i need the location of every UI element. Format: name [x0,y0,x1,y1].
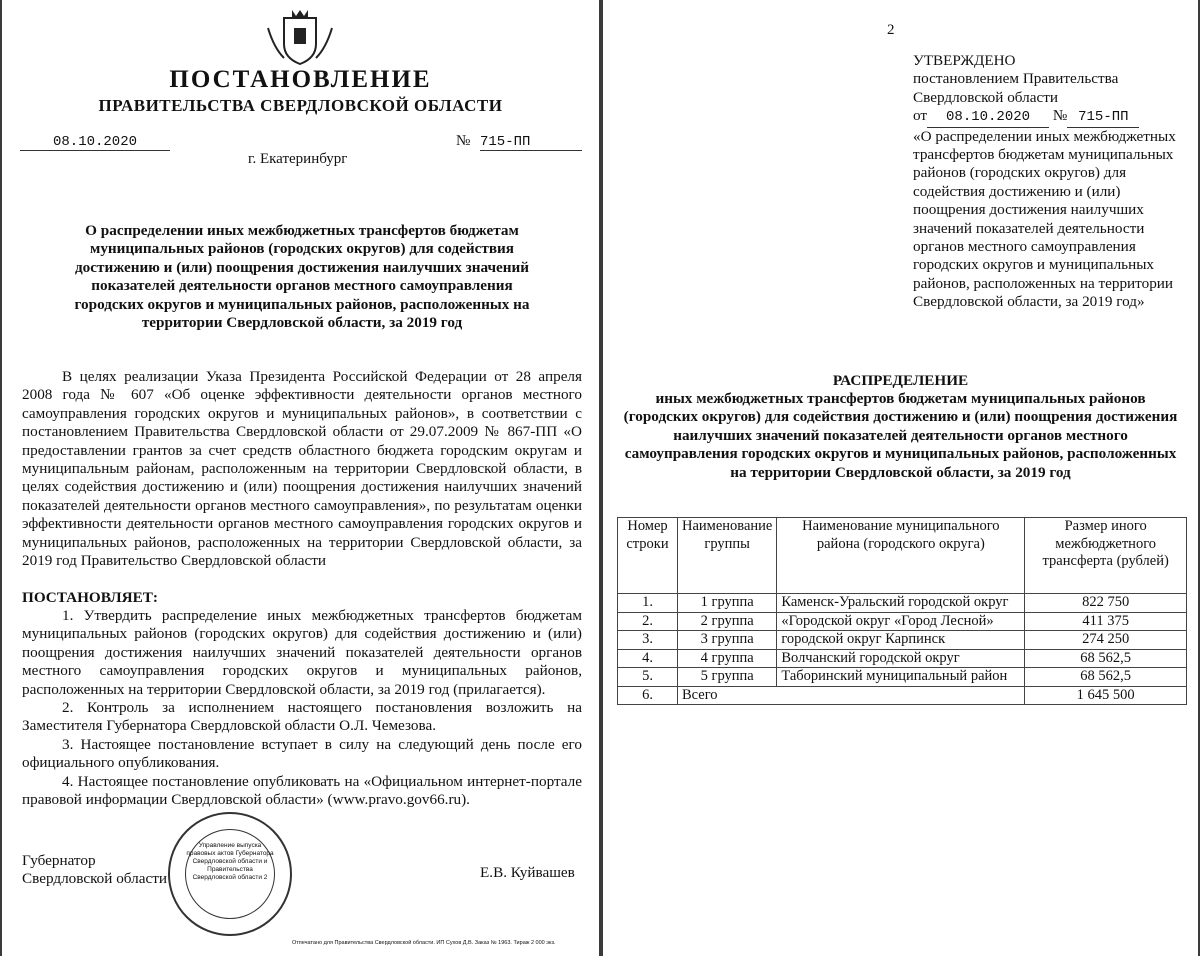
resolves-label: ПОСТАНОВЛЯЕТ: [22,589,158,606]
signer-title: Губернатор [22,852,96,869]
page-1 [2,0,599,956]
cell: 5. [618,668,678,687]
city: г. Екатеринбург [248,151,348,167]
coat-of-arms-icon [264,8,336,66]
header-cell: Размер иного межбюджетного трансферта (рублей) [1025,518,1187,594]
resolution-item: 2. Контроль за исполнением настоящего постановления возложить на Заместителя Губернатора Свердловской области О.Л. Чемезова. [22,699,582,735]
cell: 411 375 [1025,612,1187,631]
resolution-items [22,607,582,809]
cell: «Городской округ «Город Лесной» [777,612,1025,631]
table-row [618,594,1187,613]
distribution-subtitle: иных межбюджетных трансфертов бюджетам муниципальных районов (городских округов) для содействия достижению и (или) поощрения достижения наилучших значений показателей деятельности органов местного самоуправления городских округов и муниципальных районов, расположенных на территории Свердловской области, за 2019 год [623,390,1178,481]
approval-block [913,52,1183,312]
cell: 274 250 [1025,631,1187,650]
approved-label: УТВЕРЖДЕНО [913,52,1016,69]
approval-number: 715-ПП [1067,108,1139,127]
page-2 [603,0,1198,956]
approved-by: Свердловской области [913,88,1058,106]
header-cell: Наименование группы [678,518,777,594]
table-row [618,612,1187,631]
resolution-item: 1. Утвердить распределение иных межбюджетных трансфертов бюджетам муниципальных районов (городских округов) для содействия достижению и (или) поощрения достижения наилучших значений показателей деятельности органов местного самоуправления городских округов и муниципальных районов, расположенных на территории Свердловской области, за 2019 год (прилагается). [22,607,582,698]
cell: Волчанский городской округ [777,649,1025,668]
cell: городской округ Карпинск [777,631,1025,650]
cell: 4 группа [678,649,777,668]
cell: 3. [618,631,678,650]
number-label: № [456,133,471,149]
page-number: 2 [887,22,895,38]
cell: 2 группа [678,612,777,631]
signer-title: Свердловской области [22,870,167,887]
document-date: 08.10.2020 [20,134,170,151]
preamble: В целях реализации Указа Президента Российской Федерации от 28 апреля 2008 года № 607 «Об оценке эффективности деятельности органов местного самоуправления городских округов и муниципальных районов», в соответствии с постановлением Правительства Свердловской области от 29.07.2009 № 867-ПП «О предоставлении грантов за счет средств областного бюджета городским округам и муниципальным районам, расположенным на территории Свердловской области, в целях содействия достижению и (или) поощрения достижения наилучших значений показателей деятельности органов местного самоуправления», по результатам оценки эффективности деятельности органов местного самоуправления городских округов и муниципальных районов, расположенных на территории Свердловской области, за 2019 год Правительство Свердловской области [22,368,582,570]
distribution-title: РАСПРЕДЕЛЕНИЕ [832,372,969,389]
approval-date: 08.10.2020 [927,108,1049,127]
cell: 4. [618,649,678,668]
header-cell: Номер строки [618,518,678,594]
approved-subject: «О распределении иных межбюджетных трансфертов бюджетам муниципальных районов (городских округов) для содействия достижению и (или) поощрения достижения наилучших значений показателей деятельности органов местного самоуправления городских округов и муниципальных районов, расположенных на территории Свердловской области, за 2019 год» [913,127,1176,311]
official-stamp [168,812,292,936]
table-row [618,649,1187,668]
table-row [618,631,1187,650]
cell: 5 группа [678,668,777,687]
approved-by: постановлением Правительства [913,70,1119,88]
document-heading: О распределении иных межбюджетных трансфертов бюджетам муниципальных районов (городских округов) для содействия достижению и (или) поощрения достижения наилучших значений показателей деятельности органов местного самоуправления городских округов и муниципальных районов, расположенных на территории Свердловской области, за 2019 год [74,222,530,332]
resolution-item: 4. Настоящее постановление опубликовать на «Официальном интернет-портале правовой информации Свердловской области» (www.pravo.gov66.ru). [22,772,582,809]
document-title: ПОСТАНОВЛЕНИЕ [169,66,432,93]
cell: Каменск-Уральский городской округ [777,594,1025,613]
cell: 3 группа [678,631,777,650]
resolution-item: 3. Настоящее постановление вступает в силу на следующий день после его официального опубликования. [22,735,582,772]
document-subtitle: ПРАВИТЕЛЬСТВА СВЕРДЛОВСКОЙ ОБЛАСТИ [98,96,503,115]
cell: 68 562,5 [1025,649,1187,668]
print-footer: Отпечатано для Правительства Свердловской области. ИП Сухов Д.В. Заказ № 1963. Тираж 2 000 экз. [292,940,556,946]
cell: 6. [618,686,678,705]
cell: Всего [678,686,1025,705]
cell: Таборинский муниципальный район [777,668,1025,687]
cell: 2. [618,612,678,631]
distribution-table [617,517,1187,705]
cell: 68 562,5 [1025,668,1187,687]
cell: 1 645 500 [1025,686,1187,705]
signer-name: Е.В. Куйвашев [480,864,575,881]
stamp-text: Управление выпуска правовых актов Губернатора Свердловской области и Правительства Свердловской области 2 [185,829,275,919]
table-header [618,518,1187,594]
table-total-row [618,686,1187,705]
from-label: от [913,107,928,125]
table-row [618,668,1187,687]
cell: 1 группа [678,594,777,613]
cell: 1. [618,594,678,613]
cell: 822 750 [1025,594,1187,613]
document-number: 715-ПП [480,134,582,151]
number-label: № [1052,107,1068,125]
header-cell: Наименование муниципального района (городского округа) [777,518,1025,594]
